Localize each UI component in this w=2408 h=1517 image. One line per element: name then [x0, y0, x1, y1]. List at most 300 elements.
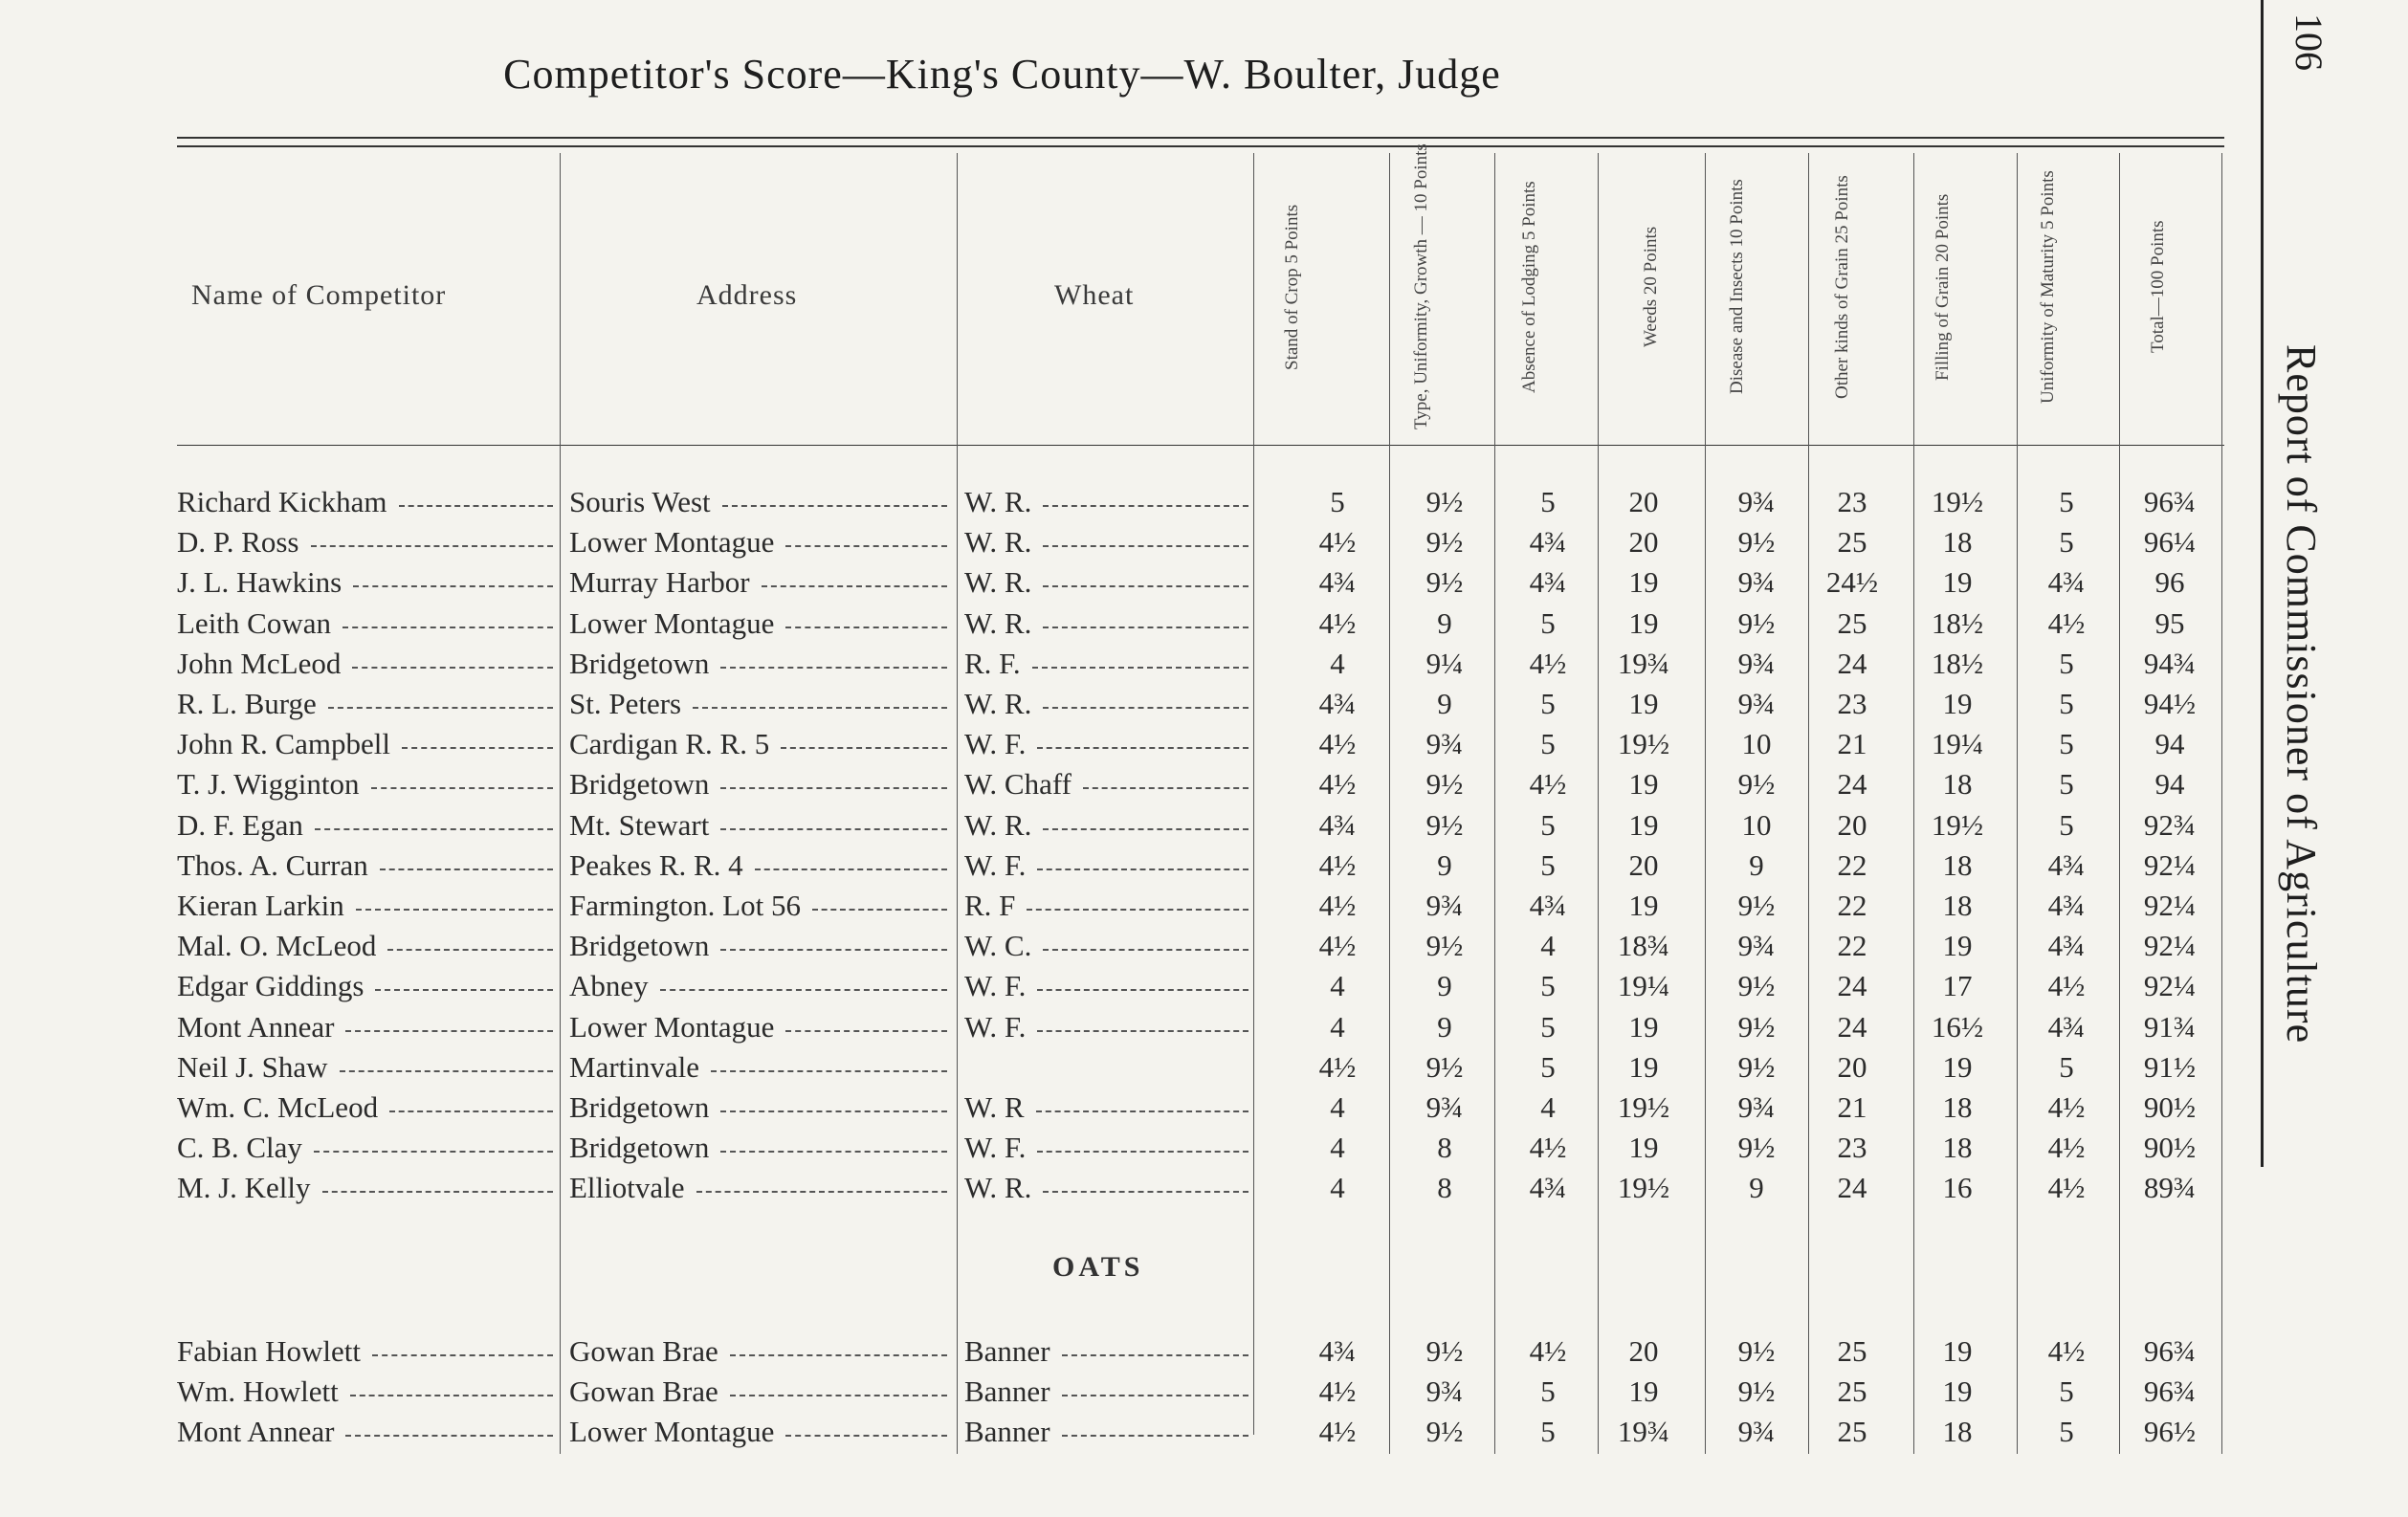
cell-stand: 4¾: [1318, 687, 1357, 720]
cell-variety: W. R: [964, 1090, 1025, 1124]
cell-lodging: 5: [1540, 1415, 1556, 1449]
cell-name: Wm. Howlett: [177, 1374, 339, 1409]
cell-filling: 19: [1942, 1374, 1973, 1409]
cell-maturity: 5: [2059, 727, 2074, 761]
cell-maturity: 5: [2059, 485, 2074, 518]
cell-type: 9: [1437, 847, 1452, 882]
cell-disease: 9½: [1737, 1334, 1776, 1368]
cell-total: 90½: [2143, 1131, 2197, 1165]
cell-maturity: 4½: [2047, 1171, 2086, 1205]
cell-stand: 4½: [1318, 889, 1357, 922]
cell-other: 22: [1837, 847, 1867, 882]
cell-stand: 4¾: [1318, 807, 1357, 842]
cell-filling: 19: [1942, 1049, 1973, 1084]
cell-weeds: 19: [1628, 767, 1659, 802]
cell-total: 94: [2154, 727, 2185, 761]
cell-lodging: 5: [1540, 605, 1556, 640]
header-rule-bottom: [177, 445, 2224, 446]
cell-filling: 16½: [1931, 1009, 1984, 1044]
cell-lodging: 4½: [1529, 1334, 1567, 1368]
cell-name: Thos. A. Curran: [177, 847, 368, 882]
header-lodging: Absence of Lodging 5 Points: [1519, 181, 1539, 393]
leader-dots: [1036, 1110, 1248, 1112]
leader-dots: [402, 747, 553, 749]
leader-dots: [720, 949, 947, 951]
header-type: Type, Uniformity, Growth — 10 Points: [1411, 143, 1431, 430]
leader-dots: [371, 787, 553, 789]
cell-filling: 19: [1942, 565, 1973, 600]
cell-address: St. Peters: [569, 687, 682, 720]
table-row: [0, 966, 2408, 1006]
cell-disease: 9: [1749, 847, 1764, 882]
leader-dots: [1043, 707, 1248, 709]
leader-dots: [1062, 1354, 1248, 1356]
header-stand: Stand of Crop 5 Points: [1282, 204, 1302, 370]
cell-address: Lower Montague: [569, 1415, 775, 1449]
cell-type: 9½: [1425, 485, 1464, 518]
leader-dots: [342, 627, 553, 628]
table-row: [0, 886, 2408, 926]
cell-lodging: 4¾: [1529, 889, 1567, 922]
cell-other: 23: [1837, 1131, 1867, 1165]
cell-weeds: 19: [1628, 1049, 1659, 1084]
cell-total: 91½: [2143, 1049, 2197, 1084]
cell-lodging: 5: [1540, 847, 1556, 882]
running-title: Report of Commissioner of Agriculture: [2278, 344, 2325, 1044]
cell-lodging: 4½: [1529, 646, 1567, 680]
table-row: [0, 1088, 2408, 1128]
cell-total: 91¾: [2143, 1009, 2197, 1044]
leader-dots: [785, 627, 947, 628]
cell-other: 25: [1837, 1415, 1867, 1449]
cell-address: Bridgetown: [569, 1090, 710, 1124]
table-row: [0, 1007, 2408, 1047]
cell-variety: Banner: [964, 1334, 1050, 1368]
cell-name: D. F. Egan: [177, 807, 303, 842]
table-row: [0, 1168, 2408, 1208]
header-filling: Filling of Grain 20 Points: [1933, 193, 1953, 381]
leader-dots: [1037, 1151, 1248, 1153]
cell-stand: 4: [1330, 1131, 1345, 1165]
cell-maturity: 4¾: [2047, 847, 2086, 882]
leader-dots: [315, 828, 553, 830]
cell-stand: 5: [1330, 485, 1345, 518]
leader-dots: [1062, 1435, 1248, 1437]
cell-type: 9¾: [1425, 1374, 1464, 1409]
table-row: [0, 604, 2408, 644]
cell-stand: 4¾: [1318, 565, 1357, 600]
cell-variety: W. R.: [964, 687, 1032, 720]
leader-dots: [399, 505, 553, 507]
cell-address: Lower Montague: [569, 605, 775, 640]
cell-weeds: 19: [1628, 1131, 1659, 1165]
leader-dots: [1037, 747, 1248, 749]
cell-variety: W. F.: [964, 969, 1027, 1003]
header-rule-top: [177, 137, 2224, 139]
cell-maturity: 4¾: [2047, 1009, 2086, 1044]
page-number: 106: [2287, 13, 2331, 71]
cell-type: 9½: [1425, 767, 1464, 802]
cell-name: Kieran Larkin: [177, 889, 344, 922]
cell-filling: 19: [1942, 1334, 1973, 1368]
cell-stand: 4½: [1318, 605, 1357, 640]
leader-dots: [720, 667, 947, 669]
cell-stand: 4: [1330, 1090, 1345, 1124]
cell-variety: W. F.: [964, 727, 1027, 761]
cell-filling: 18: [1942, 1090, 1973, 1124]
cell-other: 24½: [1825, 565, 1879, 600]
section-label-oats: OATS: [1052, 1251, 1144, 1283]
cell-name: Edgar Giddings: [177, 969, 365, 1003]
leader-dots: [1032, 667, 1248, 669]
cell-maturity: 4½: [2047, 1090, 2086, 1124]
leader-dots: [1037, 868, 1248, 870]
cell-other: 24: [1837, 1009, 1867, 1044]
cell-name: John R. Campbell: [177, 727, 391, 761]
cell-variety: W. F.: [964, 847, 1027, 882]
cell-stand: 4: [1330, 969, 1345, 1003]
cell-other: 25: [1837, 605, 1867, 640]
leader-dots: [311, 545, 553, 547]
cell-weeds: 19½: [1617, 727, 1670, 761]
cell-other: 25: [1837, 1374, 1867, 1409]
cell-type: 9: [1437, 969, 1452, 1003]
cell-weeds: 19¾: [1617, 1415, 1670, 1449]
cell-lodging: 4¾: [1529, 525, 1567, 560]
cell-variety: W. R.: [964, 1171, 1032, 1205]
cell-type: 9½: [1425, 929, 1464, 963]
cell-disease: 9¾: [1737, 1415, 1776, 1449]
leader-dots: [730, 1354, 947, 1356]
cell-type: 9½: [1425, 525, 1464, 560]
cell-lodging: 5: [1540, 485, 1556, 518]
cell-filling: 19: [1942, 687, 1973, 720]
leader-dots: [1043, 505, 1248, 507]
leader-dots: [1043, 545, 1248, 547]
cell-type: 9: [1437, 687, 1452, 720]
header-disease: Disease and Insects 10 Points: [1727, 179, 1747, 395]
cell-stand: 4½: [1318, 929, 1357, 963]
cell-maturity: 4½: [2047, 969, 2086, 1003]
cell-weeds: 19: [1628, 687, 1659, 720]
cell-variety: W. F.: [964, 1131, 1027, 1165]
cell-maturity: 5: [2059, 646, 2074, 680]
cell-name: J. L. Hawkins: [177, 565, 342, 600]
cell-name: D. P. Ross: [177, 525, 299, 560]
cell-maturity: 5: [2059, 1374, 2074, 1409]
cell-disease: 9½: [1737, 889, 1776, 922]
cell-maturity: 4½: [2047, 1131, 2086, 1165]
leader-dots: [812, 909, 947, 911]
cell-variety: R. F.: [964, 646, 1021, 680]
cell-address: Abney: [569, 969, 649, 1003]
cell-name: Mal. O. McLeod: [177, 929, 377, 963]
cell-address: Murray Harbor: [569, 565, 750, 600]
cell-total: 92¼: [2143, 889, 2197, 922]
cell-type: 9¾: [1425, 727, 1464, 761]
cell-type: 8: [1437, 1171, 1452, 1205]
leader-dots: [1043, 1191, 1248, 1193]
cell-other: 24: [1837, 969, 1867, 1003]
cell-variety: Banner: [964, 1374, 1050, 1409]
cell-other: 20: [1837, 807, 1867, 842]
leader-dots: [785, 1030, 947, 1032]
cell-other: 25: [1837, 525, 1867, 560]
leader-dots: [696, 1191, 947, 1193]
cell-stand: 4½: [1318, 727, 1357, 761]
cell-disease: 9½: [1737, 1374, 1776, 1409]
table-row: [0, 805, 2408, 846]
cell-disease: 9¾: [1737, 485, 1776, 518]
cell-total: 89¾: [2143, 1171, 2197, 1205]
cell-filling: 19½: [1931, 485, 1984, 518]
cell-address: Lower Montague: [569, 525, 775, 560]
cell-disease: 9½: [1737, 1009, 1776, 1044]
cell-address: Cardigan R. R. 5: [569, 727, 770, 761]
cell-filling: 16: [1942, 1171, 1973, 1205]
cell-total: 92¼: [2143, 929, 2197, 963]
cell-lodging: 4½: [1529, 767, 1567, 802]
cell-filling: 18: [1942, 525, 1973, 560]
leader-dots: [720, 1151, 947, 1153]
cell-disease: 9½: [1737, 1049, 1776, 1084]
cell-address: Bridgetown: [569, 646, 710, 680]
cell-filling: 19¼: [1931, 727, 1984, 761]
cell-filling: 18: [1942, 1131, 1973, 1165]
cell-type: 9¾: [1425, 1090, 1464, 1124]
cell-weeds: 19½: [1617, 1171, 1670, 1205]
cell-total: 94¾: [2143, 646, 2197, 680]
cell-total: 96¾: [2143, 485, 2197, 518]
cell-stand: 4½: [1318, 1374, 1357, 1409]
cell-disease: 9: [1749, 1171, 1764, 1205]
cell-name: C. B. Clay: [177, 1131, 302, 1165]
cell-disease: 9¾: [1737, 565, 1776, 600]
cell-disease: 9½: [1737, 767, 1776, 802]
leader-dots: [1083, 787, 1248, 789]
cell-name: John McLeod: [177, 646, 342, 680]
cell-filling: 18: [1942, 847, 1973, 882]
cell-filling: 18: [1942, 767, 1973, 802]
leader-dots: [350, 1395, 553, 1396]
cell-type: 9½: [1425, 807, 1464, 842]
table-row: [0, 644, 2408, 684]
cell-lodging: 5: [1540, 1374, 1556, 1409]
cell-disease: 9½: [1737, 1131, 1776, 1165]
cell-stand: 4: [1330, 646, 1345, 680]
cell-variety: W. R.: [964, 485, 1032, 518]
cell-weeds: 19: [1628, 565, 1659, 600]
cell-disease: 9½: [1737, 525, 1776, 560]
cell-other: 24: [1837, 767, 1867, 802]
table-row: [0, 926, 2408, 966]
table-row: [0, 522, 2408, 562]
cell-address: Bridgetown: [569, 929, 710, 963]
cell-weeds: 20: [1628, 525, 1659, 560]
cell-weeds: 20: [1628, 847, 1659, 882]
cell-weeds: 19: [1628, 1374, 1659, 1409]
table-row: [0, 1331, 2408, 1372]
cell-disease: 9¾: [1737, 1090, 1776, 1124]
cell-other: 22: [1837, 929, 1867, 963]
cell-lodging: 5: [1540, 687, 1556, 720]
cell-type: 9½: [1425, 565, 1464, 600]
cell-other: 20: [1837, 1049, 1867, 1084]
leader-dots: [711, 1070, 947, 1072]
cell-type: 9: [1437, 1009, 1452, 1044]
cell-total: 92¾: [2143, 807, 2197, 842]
cell-address: Martinvale: [569, 1049, 700, 1084]
table-row: [0, 1412, 2408, 1452]
table-row: [0, 562, 2408, 603]
cell-total: 95: [2154, 605, 2185, 640]
leader-dots: [755, 868, 947, 870]
header-variety: Wheat: [1054, 279, 1135, 311]
cell-type: 9¼: [1425, 646, 1464, 680]
cell-weeds: 19: [1628, 1009, 1659, 1044]
leader-dots: [720, 828, 947, 830]
cell-other: 23: [1837, 485, 1867, 518]
table-row: [0, 1128, 2408, 1168]
cell-variety: W. Chaff: [964, 767, 1071, 802]
cell-variety: W. R.: [964, 605, 1032, 640]
leader-dots: [375, 989, 553, 991]
cell-variety: W. R.: [964, 525, 1032, 560]
leader-dots: [389, 1110, 553, 1112]
cell-maturity: 4¾: [2047, 889, 2086, 922]
cell-disease: 10: [1741, 807, 1772, 842]
cell-name: Mont Annear: [177, 1009, 335, 1044]
cell-stand: 4½: [1318, 525, 1357, 560]
leader-dots: [762, 585, 947, 587]
cell-lodging: 4: [1540, 1090, 1556, 1124]
leader-dots: [1037, 1030, 1248, 1032]
table-row: [0, 1372, 2408, 1412]
cell-maturity: 5: [2059, 525, 2074, 560]
cell-weeds: 18¾: [1617, 929, 1670, 963]
cell-other: 21: [1837, 727, 1867, 761]
header-total: Total—100 Points: [2148, 220, 2168, 354]
cell-address: Mt. Stewart: [569, 807, 710, 842]
leader-dots: [660, 989, 947, 991]
leader-dots: [722, 505, 947, 507]
cell-lodging: 4: [1540, 929, 1556, 963]
cell-name: Wm. C. McLeod: [177, 1090, 379, 1124]
table-row: [0, 724, 2408, 764]
cell-weeds: 19: [1628, 807, 1659, 842]
cell-maturity: 5: [2059, 1049, 2074, 1084]
table-row: [0, 764, 2408, 804]
cell-stand: 4½: [1318, 1415, 1357, 1449]
leader-dots: [353, 585, 553, 587]
cell-name: Richard Kickham: [177, 485, 387, 518]
cell-address: Gowan Brae: [569, 1334, 718, 1368]
cell-lodging: 5: [1540, 727, 1556, 761]
cell-maturity: 4½: [2047, 1334, 2086, 1368]
cell-name: Fabian Howlett: [177, 1334, 361, 1368]
leader-dots: [340, 1070, 553, 1072]
cell-type: 9: [1437, 605, 1452, 640]
cell-total: 96¼: [2143, 525, 2197, 560]
cell-type: 9½: [1425, 1415, 1464, 1449]
cell-type: 8: [1437, 1131, 1452, 1165]
cell-address: Bridgetown: [569, 767, 710, 802]
cell-variety: W. R.: [964, 807, 1032, 842]
header-address: Address: [696, 279, 798, 311]
cell-total: 96: [2154, 565, 2185, 600]
cell-total: 94½: [2143, 687, 2197, 720]
cell-disease: 9¾: [1737, 646, 1776, 680]
cell-address: Gowan Brae: [569, 1374, 718, 1409]
cell-weeds: 19½: [1617, 1090, 1670, 1124]
leader-dots: [372, 1354, 553, 1356]
cell-stand: 4¾: [1318, 1334, 1357, 1368]
cell-lodging: 4¾: [1529, 1171, 1567, 1205]
cell-other: 24: [1837, 1171, 1867, 1205]
cell-name: T. J. Wigginton: [177, 767, 360, 802]
cell-type: 9½: [1425, 1049, 1464, 1084]
cell-lodging: 5: [1540, 807, 1556, 842]
cell-variety: W. C.: [964, 929, 1032, 963]
cell-disease: 9¾: [1737, 687, 1776, 720]
cell-total: 96¾: [2143, 1334, 2197, 1368]
table-row: [0, 482, 2408, 522]
cell-weeds: 19¾: [1617, 646, 1670, 680]
cell-disease: 10: [1741, 727, 1772, 761]
leader-dots: [720, 787, 947, 789]
cell-variety: W. F.: [964, 1009, 1027, 1044]
header-maturity: Uniformity of Maturity 5 Points: [2038, 170, 2058, 404]
cell-stand: 4½: [1318, 767, 1357, 802]
cell-maturity: 5: [2059, 1415, 2074, 1449]
cell-total: 96½: [2143, 1415, 2197, 1449]
leader-dots: [720, 1110, 947, 1112]
cell-variety: R. F: [964, 889, 1016, 922]
cell-weeds: 19¼: [1617, 969, 1670, 1003]
header-name: Name of Competitor: [191, 279, 447, 311]
leader-dots: [1043, 627, 1248, 628]
cell-maturity: 4½: [2047, 605, 2086, 640]
cell-address: Farmington. Lot 56: [569, 889, 801, 922]
cell-filling: 19: [1942, 929, 1973, 963]
cell-total: 92¼: [2143, 847, 2197, 882]
leader-dots: [1043, 949, 1248, 951]
cell-filling: 18: [1942, 1415, 1973, 1449]
cell-total: 94: [2154, 767, 2185, 802]
cell-type: 9¾: [1425, 889, 1464, 922]
cell-other: 21: [1837, 1090, 1867, 1124]
cell-disease: 9½: [1737, 969, 1776, 1003]
cell-address: Lower Montague: [569, 1009, 775, 1044]
cell-filling: 18½: [1931, 646, 1984, 680]
cell-maturity: 5: [2059, 807, 2074, 842]
cell-stand: 4½: [1318, 1049, 1357, 1084]
leader-dots: [322, 1191, 553, 1193]
cell-variety: Banner: [964, 1415, 1050, 1449]
cell-total: 92¼: [2143, 969, 2197, 1003]
leader-dots: [1037, 989, 1248, 991]
cell-other: 23: [1837, 687, 1867, 720]
leader-dots: [345, 1030, 553, 1032]
cell-total: 90½: [2143, 1090, 2197, 1124]
cell-lodging: 5: [1540, 1049, 1556, 1084]
cell-filling: 19½: [1931, 807, 1984, 842]
leader-dots: [1043, 828, 1248, 830]
cell-address: Souris West: [569, 485, 711, 518]
cell-type: 9½: [1425, 1334, 1464, 1368]
cell-stand: 4: [1330, 1009, 1345, 1044]
cell-lodging: 5: [1540, 1009, 1556, 1044]
